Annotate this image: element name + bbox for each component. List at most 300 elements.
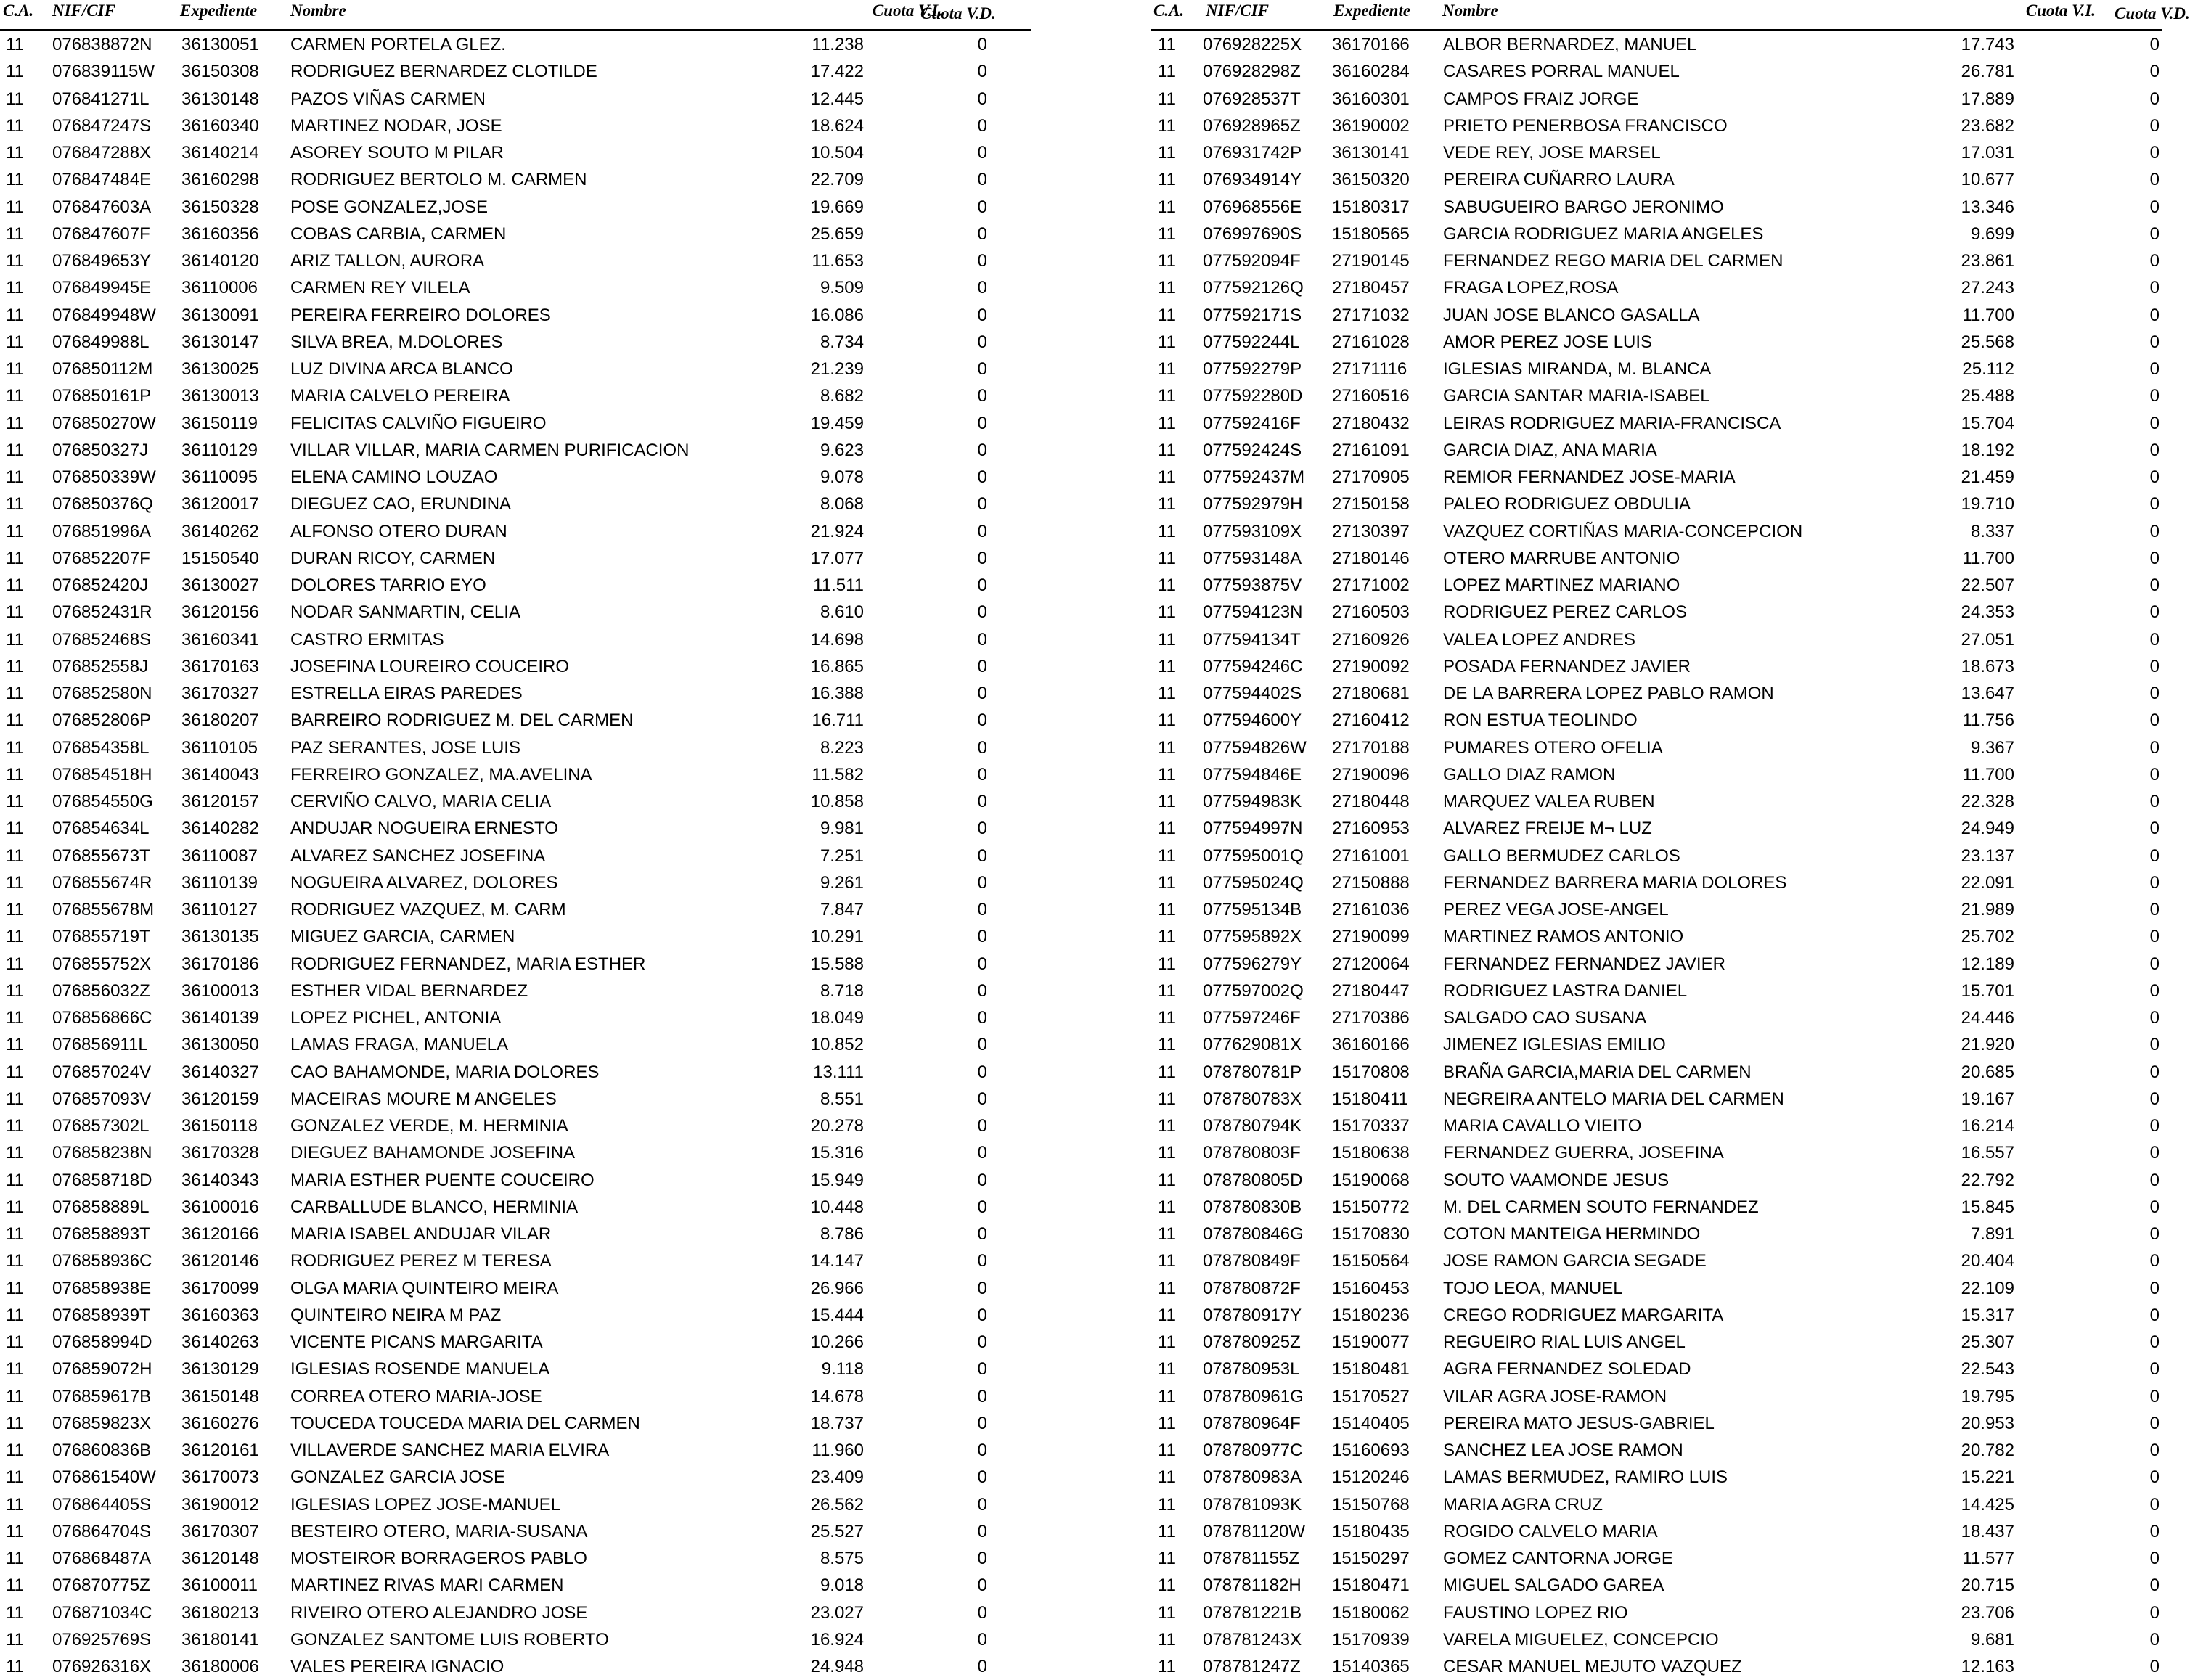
cell-expediente: 27160953 (1332, 819, 1410, 839)
cell-nif: 076854518H (52, 764, 152, 784)
cell-cuota-vi: 23.682 (1961, 115, 2014, 136)
cell-expediente: 36160363 (181, 1305, 259, 1325)
table-row (0, 356, 1031, 382)
cell-cuota-vi: 17.422 (810, 62, 864, 82)
cell-nif: 078781155Z (1203, 1549, 1300, 1568)
cell-expediente: 27160503 (1332, 602, 1410, 623)
cell-ca: 11 (1158, 143, 1176, 163)
cell-cuota-vi: 26.966 (810, 1278, 864, 1298)
table-row (0, 464, 1031, 491)
cell-cuota-vd: 0 (977, 602, 987, 623)
cell-ca: 11 (6, 1035, 24, 1055)
cell-cuota-vd: 0 (2149, 1332, 2160, 1352)
cell-expediente: 36140214 (181, 143, 259, 163)
cell-cuota-vi: 23.137 (1961, 845, 2014, 866)
cell-cuota-vd: 0 (977, 1494, 987, 1515)
cell-cuota-vi: 23.706 (1961, 1602, 2014, 1623)
cell-nif: 076858893T (52, 1224, 150, 1244)
cell-expediente: 27180432 (1332, 413, 1410, 433)
cell-expediente: 36120146 (181, 1251, 259, 1271)
cell-cuota-vi: 11.653 (812, 251, 864, 271)
cell-expediente: 15170808 (1332, 1062, 1410, 1082)
header-nif: NIF/CIF (1206, 1, 1269, 20)
cell-expediente: 27161001 (1332, 845, 1410, 866)
cell-cuota-vd: 0 (2149, 629, 2160, 650)
table-row (1151, 788, 2162, 815)
cell-cuota-vi: 22.091 (1961, 872, 2014, 893)
cell-cuota-vd: 0 (2149, 737, 2160, 758)
cell-cuota-vd: 0 (2149, 1575, 2160, 1596)
cell-nombre: CARMEN REY VILELA (290, 278, 470, 298)
cell-cuota-vd: 0 (977, 1602, 987, 1623)
cell-nif: 076855719T (52, 927, 150, 947)
cell-ca: 11 (6, 1494, 24, 1515)
cell-ca: 11 (1158, 1224, 1176, 1244)
cell-cuota-vi: 16.865 (810, 656, 864, 676)
cell-cuota-vd: 0 (977, 845, 987, 866)
cell-cuota-vd: 0 (977, 1441, 987, 1460)
cell-cuota-vi: 22.709 (810, 170, 864, 190)
cell-expediente: 27180448 (1332, 792, 1410, 811)
table-row (1151, 1491, 2162, 1518)
cell-nombre: LEIRAS RODRIGUEZ MARIA-FRANCISCA (1443, 413, 1781, 433)
table-row (0, 1302, 1031, 1329)
cell-ca: 11 (6, 170, 24, 190)
cell-ca: 11 (6, 1521, 24, 1541)
cell-nif: 076864405S (52, 1494, 152, 1515)
cell-cuota-vd: 0 (2149, 954, 2160, 974)
cell-cuota-vd: 0 (2149, 872, 2160, 893)
cell-nif: 076850161P (52, 386, 152, 406)
cell-ca: 11 (6, 737, 24, 758)
cell-nombre: MIGUEL SALGADO GAREA (1443, 1575, 1664, 1596)
cell-cuota-vi: 20.685 (1961, 1062, 2014, 1082)
cell-expediente: 36150308 (181, 62, 259, 82)
cell-cuota-vi: 25.527 (810, 1521, 864, 1541)
cell-expediente: 27160412 (1332, 710, 1410, 731)
cell-ca: 11 (1158, 684, 1176, 703)
cell-cuota-vd: 0 (977, 440, 987, 460)
cell-nombre: REGUEIRO RIAL LUIS ANGEL (1443, 1332, 1686, 1352)
table-header (0, 0, 1031, 31)
cell-cuota-vd: 0 (977, 548, 987, 568)
cell-nombre: NOGUEIRA ALVAREZ, DOLORES (290, 872, 558, 893)
cell-cuota-vd: 0 (2149, 224, 2160, 244)
cell-cuota-vd: 0 (977, 1008, 987, 1028)
cell-cuota-vi: 14.678 (810, 1386, 864, 1406)
cell-expediente: 36120017 (181, 494, 259, 515)
table-row (0, 1194, 1031, 1221)
cell-nombre: JUAN JOSE BLANCO GASALLA (1443, 305, 1700, 325)
cell-cuota-vd: 0 (977, 1251, 987, 1271)
cell-expediente: 27160926 (1332, 629, 1410, 650)
cell-cuota-vi: 15.316 (810, 1143, 864, 1163)
cell-ca: 11 (1158, 1143, 1176, 1163)
table-row (1151, 356, 2162, 382)
cell-cuota-vi: 8.575 (820, 1549, 864, 1568)
cell-expediente: 27160516 (1332, 386, 1410, 406)
cell-ca: 11 (6, 1629, 24, 1650)
cell-expediente: 27120064 (1332, 954, 1410, 974)
cell-cuota-vd: 0 (2149, 1143, 2160, 1163)
table-row (0, 978, 1031, 1004)
cell-expediente: 27190092 (1332, 656, 1410, 676)
cell-nombre: GOMEZ CANTORNA JORGE (1443, 1549, 1673, 1568)
cell-ca: 11 (6, 1602, 24, 1623)
cell-expediente: 15160693 (1332, 1441, 1410, 1460)
cell-ca: 11 (6, 1170, 24, 1190)
cell-ca: 11 (1158, 35, 1176, 54)
table-row (0, 923, 1031, 950)
cell-cuota-vd: 0 (2149, 305, 2160, 325)
cell-nombre: DE LA BARRERA LOPEZ PABLO RAMON (1443, 684, 1774, 703)
table-row (0, 599, 1031, 626)
table-row (1151, 274, 2162, 301)
cell-expediente: 36140263 (181, 1332, 259, 1352)
cell-cuota-vd: 0 (2149, 1629, 2160, 1650)
cell-nombre: MOSTEIROR BORRAGEROS PABLO (290, 1549, 587, 1568)
cell-expediente: 36140282 (181, 819, 259, 839)
cell-cuota-vi: 18.737 (810, 1413, 864, 1433)
cell-ca: 11 (6, 1116, 24, 1136)
cell-cuota-vi: 16.924 (810, 1629, 864, 1650)
cell-expediente: 36110139 (181, 872, 258, 893)
cell-nif: 076852806P (52, 710, 152, 731)
cell-nif: 078780781P (1203, 1062, 1302, 1082)
cell-nombre: FERNANDEZ FERNANDEZ JAVIER (1443, 954, 1725, 974)
table-row (0, 329, 1031, 356)
cell-cuota-vi: 9.078 (820, 467, 864, 487)
cell-ca: 11 (1158, 900, 1176, 919)
cell-cuota-vd: 0 (977, 1278, 987, 1298)
cell-expediente: 36100011 (181, 1575, 258, 1596)
table-row (0, 1086, 1031, 1113)
cell-nombre: VILLAVERDE SANCHEZ MARIA ELVIRA (290, 1441, 610, 1460)
cell-ca: 11 (6, 1386, 24, 1406)
cell-expediente: 36170073 (181, 1467, 259, 1488)
cell-expediente: 15180638 (1332, 1143, 1410, 1163)
cell-expediente: 36130141 (1332, 143, 1410, 163)
cell-ca: 11 (6, 819, 24, 839)
cell-nif: 076855752X (52, 954, 152, 974)
table-row (1151, 112, 2162, 139)
cell-cuota-vi: 9.367 (1970, 737, 2014, 758)
cell-cuota-vd: 0 (977, 737, 987, 758)
cell-nombre: IGLESIAS MIRANDA, M. BLANCA (1443, 359, 1712, 379)
cell-cuota-vd: 0 (977, 170, 987, 190)
cell-ca: 11 (1158, 1386, 1176, 1406)
cell-expediente: 36130013 (181, 386, 259, 406)
cell-cuota-vd: 0 (2149, 170, 2160, 190)
cell-ca: 11 (6, 1143, 24, 1163)
cell-nif: 076852558J (52, 656, 149, 676)
cell-nombre: GARCIA RODRIGUEZ MARIA ANGELES (1443, 224, 1764, 244)
table-row (1151, 437, 2162, 464)
cell-nombre: MACEIRAS MOURE M ANGELES (290, 1089, 557, 1109)
cell-nombre: JIMENEZ IGLESIAS EMILIO (1443, 1035, 1666, 1055)
table-body (0, 31, 1031, 1680)
cell-nombre: PUMARES OTERO OFELIA (1443, 737, 1663, 758)
cell-cuota-vd: 0 (977, 1224, 987, 1244)
table-row (1151, 491, 2162, 517)
right-column-table (1151, 0, 2190, 1678)
table-row (0, 869, 1031, 896)
cell-cuota-vi: 8.786 (820, 1224, 864, 1244)
cell-ca: 11 (1158, 467, 1176, 487)
cell-nif: 076850376Q (52, 494, 153, 515)
cell-ca: 11 (1158, 89, 1176, 109)
cell-nombre: BESTEIRO OTERO, MARIA-SUSANA (290, 1521, 588, 1541)
cell-cuota-vd: 0 (977, 1062, 987, 1082)
cell-ca: 11 (6, 359, 24, 379)
cell-cuota-vi: 10.291 (810, 927, 864, 947)
table-row (0, 572, 1031, 599)
table-header (1151, 0, 2190, 31)
cell-cuota-vd: 0 (977, 764, 987, 784)
cell-cuota-vi: 9.699 (1970, 224, 2014, 244)
cell-nif: 076997690S (1203, 224, 1302, 244)
cell-nombre: FAUSTINO LOPEZ RIO (1443, 1602, 1628, 1623)
table-row (1151, 518, 2162, 545)
cell-cuota-vi: 22.792 (1961, 1170, 2014, 1190)
table-row (1151, 923, 2162, 950)
cell-ca: 11 (1158, 927, 1176, 947)
cell-expediente: 36160166 (1332, 1035, 1410, 1055)
cell-cuota-vd: 0 (977, 278, 987, 298)
cell-cuota-vd: 0 (977, 224, 987, 244)
cell-ca: 11 (1158, 1441, 1176, 1460)
cell-cuota-vi: 22.109 (1961, 1278, 2014, 1298)
table-row (1151, 599, 2162, 626)
cell-expediente: 36140043 (181, 764, 259, 784)
cell-ca: 11 (1158, 305, 1176, 325)
cell-nombre: CAMPOS FRAIZ JORGE (1443, 89, 1639, 109)
cell-ca: 11 (1158, 115, 1176, 136)
cell-ca: 11 (1158, 1305, 1176, 1325)
cell-nombre: PAZ SERANTES, JOSE LUIS (290, 737, 520, 758)
cell-cuota-vd: 0 (2149, 684, 2160, 703)
cell-cuota-vi: 11.700 (1962, 548, 2014, 568)
cell-nif: 076855673T (52, 845, 150, 866)
cell-cuota-vd: 0 (2149, 1089, 2160, 1109)
table-row (1151, 869, 2162, 896)
cell-expediente: 36190002 (1332, 115, 1410, 136)
cell-nombre: FRAGA LOPEZ,ROSA (1443, 278, 1619, 298)
cell-nombre: GARCIA SANTAR MARIA-ISABEL (1443, 386, 1710, 406)
cell-cuota-vd: 0 (2149, 115, 2160, 136)
cell-cuota-vi: 15.317 (1961, 1305, 2014, 1325)
cell-nif: 078780953L (1203, 1359, 1300, 1380)
cell-cuota-vi: 8.734 (820, 332, 864, 352)
cell-cuota-vi: 7.251 (820, 845, 864, 866)
cell-cuota-vd: 0 (977, 197, 987, 217)
cell-nif: 076838872N (52, 35, 152, 54)
cell-expediente: 36170327 (181, 684, 259, 703)
cell-expediente: 27180146 (1332, 548, 1410, 568)
cell-expediente: 15140405 (1332, 1413, 1410, 1433)
cell-cuota-vi: 18.192 (1961, 440, 2014, 460)
cell-nombre: NEGREIRA ANTELO MARIA DEL CARMEN (1443, 1089, 1784, 1109)
cell-nif: 076928225X (1203, 35, 1302, 54)
cell-ca: 11 (1158, 954, 1176, 974)
cell-ca: 11 (1158, 1467, 1176, 1488)
cell-ca: 11 (1158, 845, 1176, 866)
cell-nif: 077594997N (1203, 819, 1303, 839)
header-ca: C.A. (1153, 1, 1185, 20)
table-row (0, 707, 1031, 734)
cell-expediente: 36140343 (181, 1170, 259, 1190)
cell-cuota-vi: 14.425 (1961, 1494, 2014, 1515)
cell-ca: 11 (6, 521, 24, 541)
cell-cuota-vd: 0 (977, 1035, 987, 1055)
cell-nif: 076841271L (52, 89, 150, 109)
cell-cuota-vi: 24.353 (1961, 602, 2014, 623)
cell-cuota-vd: 0 (977, 35, 987, 54)
cell-nombre: MARQUEZ VALEA RUBEN (1443, 792, 1655, 811)
cell-nombre: DIEGUEZ CAO, ERUNDINA (290, 494, 512, 515)
cell-ca: 11 (1158, 872, 1176, 893)
cell-nombre: VALES PEREIRA IGNACIO (290, 1657, 504, 1676)
cell-nif: 076847484E (52, 170, 152, 190)
cell-cuota-vi: 27.243 (1961, 278, 2014, 298)
cell-cuota-vd: 0 (977, 1143, 987, 1163)
header-expediente: Expediente (1333, 1, 1411, 20)
cell-cuota-vi: 13.111 (813, 1062, 864, 1082)
cell-nif: 077592171S (1203, 305, 1302, 325)
cell-expediente: 36140139 (181, 1008, 259, 1028)
cell-cuota-vi: 8.223 (820, 737, 864, 758)
cell-expediente: 36190012 (181, 1494, 259, 1515)
cell-nif: 077592126Q (1203, 278, 1304, 298)
cell-nombre: OLGA MARIA QUINTEIRO MEIRA (290, 1278, 559, 1298)
cell-nif: 076847288X (52, 143, 152, 163)
cell-nif: 078780830B (1203, 1197, 1302, 1217)
cell-ca: 11 (1158, 278, 1176, 298)
cell-cuota-vi: 24.948 (810, 1657, 864, 1676)
cell-ca: 11 (6, 656, 24, 676)
cell-expediente: 36150119 (181, 413, 258, 433)
cell-nombre: CREGO RODRIGUEZ MARGARITA (1443, 1305, 1724, 1325)
cell-cuota-vd: 0 (2149, 656, 2160, 676)
table-row (1151, 329, 2162, 356)
table-row (0, 788, 1031, 815)
cell-ca: 11 (6, 954, 24, 974)
cell-cuota-vd: 0 (977, 62, 987, 82)
table-row (1151, 1302, 2162, 1329)
cell-cuota-vd: 0 (977, 332, 987, 352)
table-row (1151, 1437, 2162, 1464)
cell-cuota-vd: 0 (2149, 602, 2160, 623)
cell-nif: 077594826W (1203, 737, 1307, 758)
cell-nombre: AMOR PEREZ JOSE LUIS (1443, 332, 1653, 352)
cell-nombre: REMIOR FERNANDEZ JOSE-MARIA (1443, 467, 1736, 487)
cell-ca: 11 (6, 980, 24, 1001)
cell-nombre: RODRIGUEZ PEREZ M TERESA (290, 1251, 552, 1271)
cell-expediente: 27171002 (1332, 575, 1410, 595)
cell-expediente: 36110087 (181, 845, 258, 866)
table-row (0, 1437, 1031, 1464)
cell-cuota-vi: 24.949 (1961, 819, 2014, 839)
table-row (1151, 221, 2162, 247)
cell-nif: 076864704S (52, 1521, 152, 1541)
table-row (0, 1464, 1031, 1491)
cell-cuota-vi: 8.610 (820, 602, 864, 623)
cell-cuota-vi: 15.588 (810, 954, 864, 974)
cell-expediente: 15170527 (1332, 1386, 1410, 1406)
cell-ca: 11 (6, 440, 24, 460)
table-row (0, 1139, 1031, 1166)
cell-cuota-vi: 7.847 (820, 900, 864, 919)
cell-nombre: RODRIGUEZ BERNARDEZ CLOTILDE (290, 62, 597, 82)
cell-nif: 076852431R (52, 602, 152, 623)
cell-expediente: 15150540 (181, 548, 259, 568)
cell-cuota-vd: 0 (2149, 1549, 2160, 1568)
cell-cuota-vd: 0 (2149, 494, 2160, 515)
cell-cuota-vi: 19.459 (810, 413, 864, 433)
cell-cuota-vi: 11.582 (812, 764, 864, 784)
cell-cuota-vi: 23.409 (810, 1467, 864, 1488)
cell-nif: 076858889L (52, 1197, 150, 1217)
cell-cuota-vd: 0 (977, 1170, 987, 1190)
cell-cuota-vi: 18.437 (1961, 1521, 2014, 1541)
cell-cuota-vd: 0 (977, 251, 987, 271)
cell-cuota-vd: 0 (977, 521, 987, 541)
table-row (0, 1275, 1031, 1302)
cell-nombre: COTON MANTEIGA HERMINDO (1443, 1224, 1701, 1244)
cell-expediente: 27161036 (1332, 900, 1410, 919)
cell-nif: 077592437M (1203, 467, 1305, 487)
cell-cuota-vi: 13.647 (1961, 684, 2014, 703)
cell-cuota-vd: 0 (2149, 845, 2160, 866)
cell-expediente: 36180006 (181, 1657, 259, 1676)
cell-expediente: 27180681 (1332, 684, 1410, 703)
cell-nombre: TOJO LEOA, MANUEL (1443, 1278, 1623, 1298)
cell-cuota-vi: 25.112 (1962, 359, 2014, 379)
cell-nif: 078780783X (1203, 1089, 1302, 1109)
cell-nombre: CERVIÑO CALVO, MARIA CELIA (290, 792, 552, 811)
cell-nif: 076868487A (52, 1549, 152, 1568)
table-row (1151, 166, 2162, 193)
cell-nif: 078780794K (1203, 1116, 1302, 1136)
cell-expediente: 36130148 (181, 89, 259, 109)
cell-cuota-vd: 0 (977, 89, 987, 109)
cell-cuota-vd: 0 (977, 359, 987, 379)
cell-nombre: RON ESTUA TEOLINDO (1443, 710, 1638, 731)
cell-expediente: 36110105 (181, 737, 258, 758)
cell-nombre: CARBALLUDE BLANCO, HERMINIA (290, 1197, 579, 1217)
cell-cuota-vd: 0 (977, 1657, 987, 1676)
table-row (1151, 86, 2162, 112)
table-row (0, 761, 1031, 788)
cell-nif: 078780805D (1203, 1170, 1303, 1190)
table-row (1151, 1410, 2162, 1437)
cell-nombre: SANCHEZ LEA JOSE RAMON (1443, 1441, 1683, 1460)
cell-nombre: DURAN RICOY, CARMEN (290, 548, 496, 568)
cell-cuota-vi: 26.562 (810, 1494, 864, 1515)
cell-cuota-vi: 8.551 (820, 1089, 864, 1109)
cell-nombre: CARMEN PORTELA GLEZ. (290, 35, 506, 54)
table-row (0, 1599, 1031, 1626)
cell-ca: 11 (6, 1575, 24, 1596)
cell-nif: 078780803F (1203, 1143, 1301, 1163)
cell-cuota-vi: 10.266 (810, 1332, 864, 1352)
cell-expediente: 15150297 (1332, 1549, 1410, 1568)
cell-ca: 11 (6, 1441, 24, 1460)
cell-cuota-vd: 0 (977, 143, 987, 163)
cell-ca: 11 (1158, 1278, 1176, 1298)
cell-ca: 11 (1158, 629, 1176, 650)
cell-nombre: RODRIGUEZ FERNANDEZ, MARIA ESTHER (290, 954, 646, 974)
